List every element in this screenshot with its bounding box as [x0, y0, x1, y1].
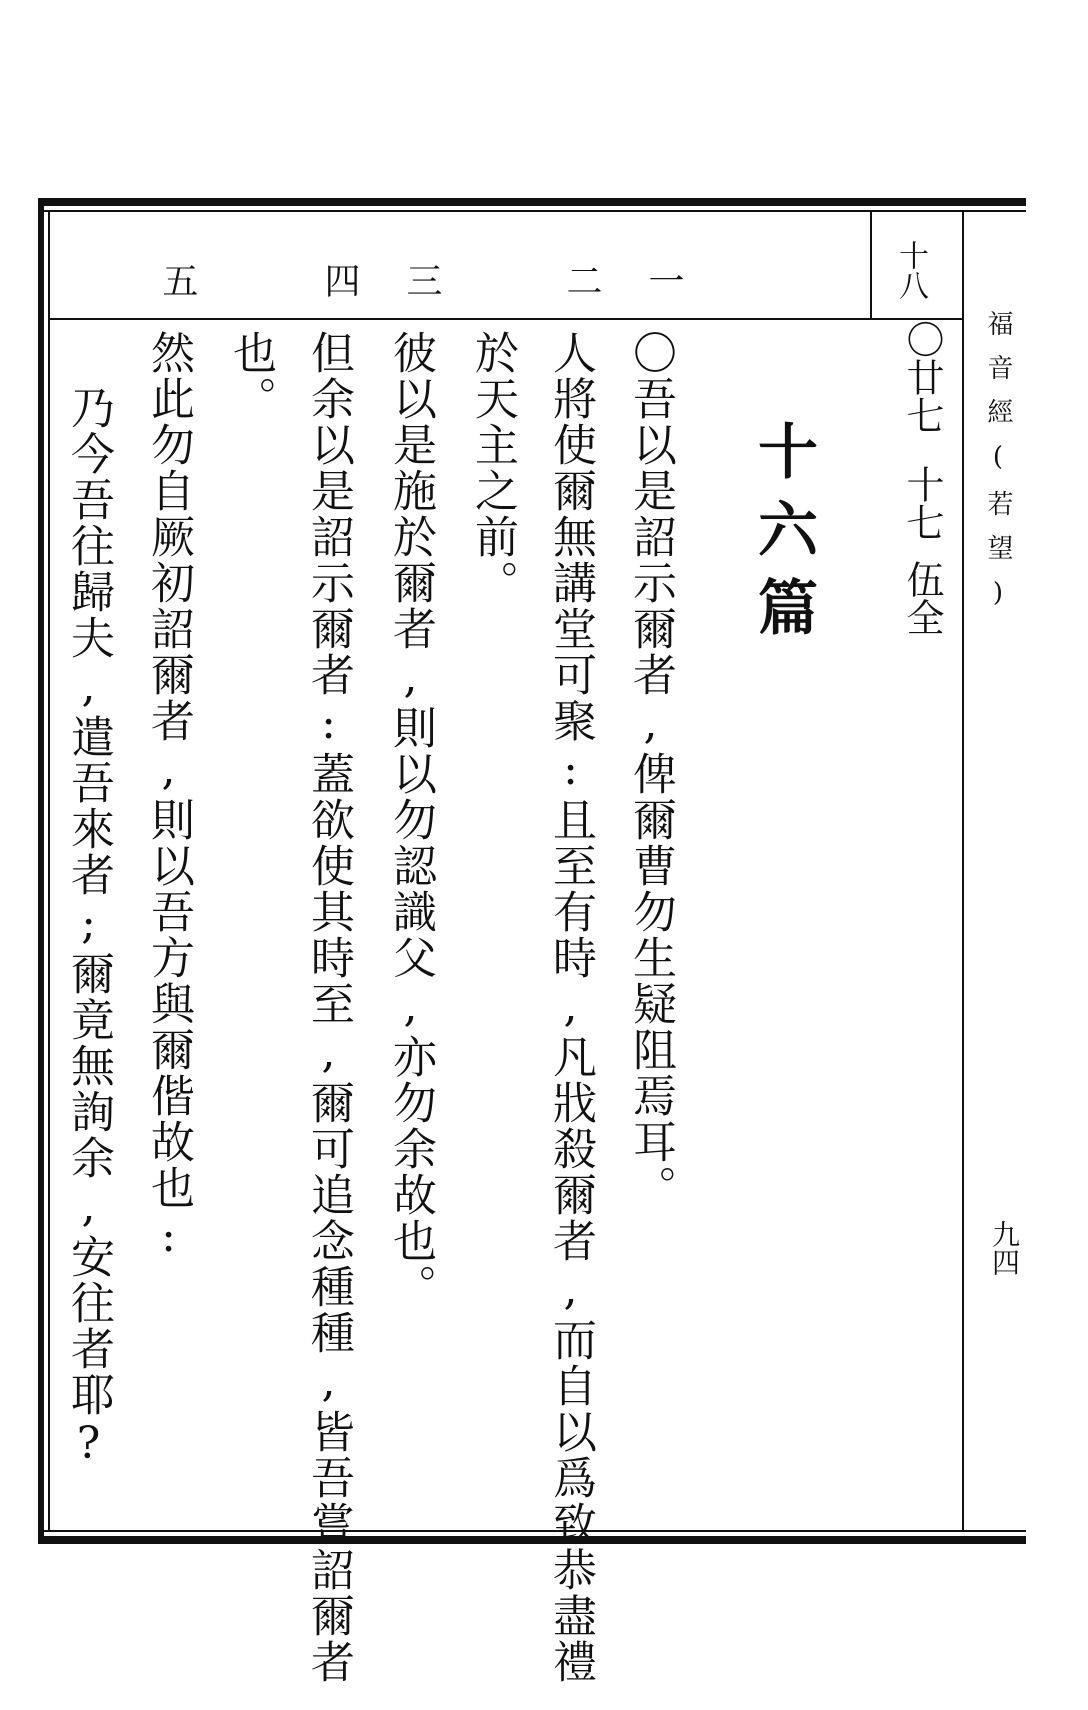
text-column: 於天主之前。 [467, 330, 518, 606]
verse-number: 三 [401, 262, 442, 298]
top-border [38, 198, 1026, 206]
cross-ref: 〇廿七 [900, 320, 944, 434]
bottom-border-thin [38, 1530, 1026, 1532]
page-number: 九四 [988, 1220, 1021, 1276]
margin-divider [962, 212, 964, 1530]
text-column: 然此勿自厥初詔爾者,則以吾方與爾偕故也: [143, 330, 194, 1264]
verse-number: 一 [643, 262, 684, 298]
text-column: 〇吾以是詔示爾者,俾爾曹勿生疑阻焉耳。 [625, 330, 676, 1211]
cross-ref: 十七 [900, 465, 944, 541]
text-column: 乃今吾往歸夫,遣吾來者;爾竟無詢余,安往者耶? [63, 385, 114, 1471]
chapter-title: 十六篇 [748, 420, 818, 654]
chapter-label: 十八 [893, 240, 928, 300]
cross-ref: 伍全 [900, 560, 944, 636]
verse-number-divider [50, 318, 962, 320]
text-column: 彼以是施於爾者,則以勿認識父,亦勿余故也。 [385, 330, 436, 1310]
verse-number: 四 [319, 262, 360, 298]
text-column: 人將使爾無講堂可聚:且至有時,凡戕殺爾者,而自以爲致恭盡禮 [545, 330, 596, 1685]
verse-number: 二 [561, 262, 602, 298]
left-border-thin [48, 210, 50, 1530]
top-border-thin [38, 210, 1026, 212]
left-border [38, 198, 44, 1544]
text-column: 也。 [225, 330, 276, 422]
bottom-border [38, 1536, 1026, 1544]
verse-number: 五 [157, 262, 198, 298]
chapter-box-divider [870, 212, 872, 318]
text-column: 但余以是詔示爾者:蓋欲使其時至,爾可追念種種,皆吾嘗詔爾者 [303, 330, 354, 1685]
running-title: 福音經(若望) [983, 310, 1013, 626]
